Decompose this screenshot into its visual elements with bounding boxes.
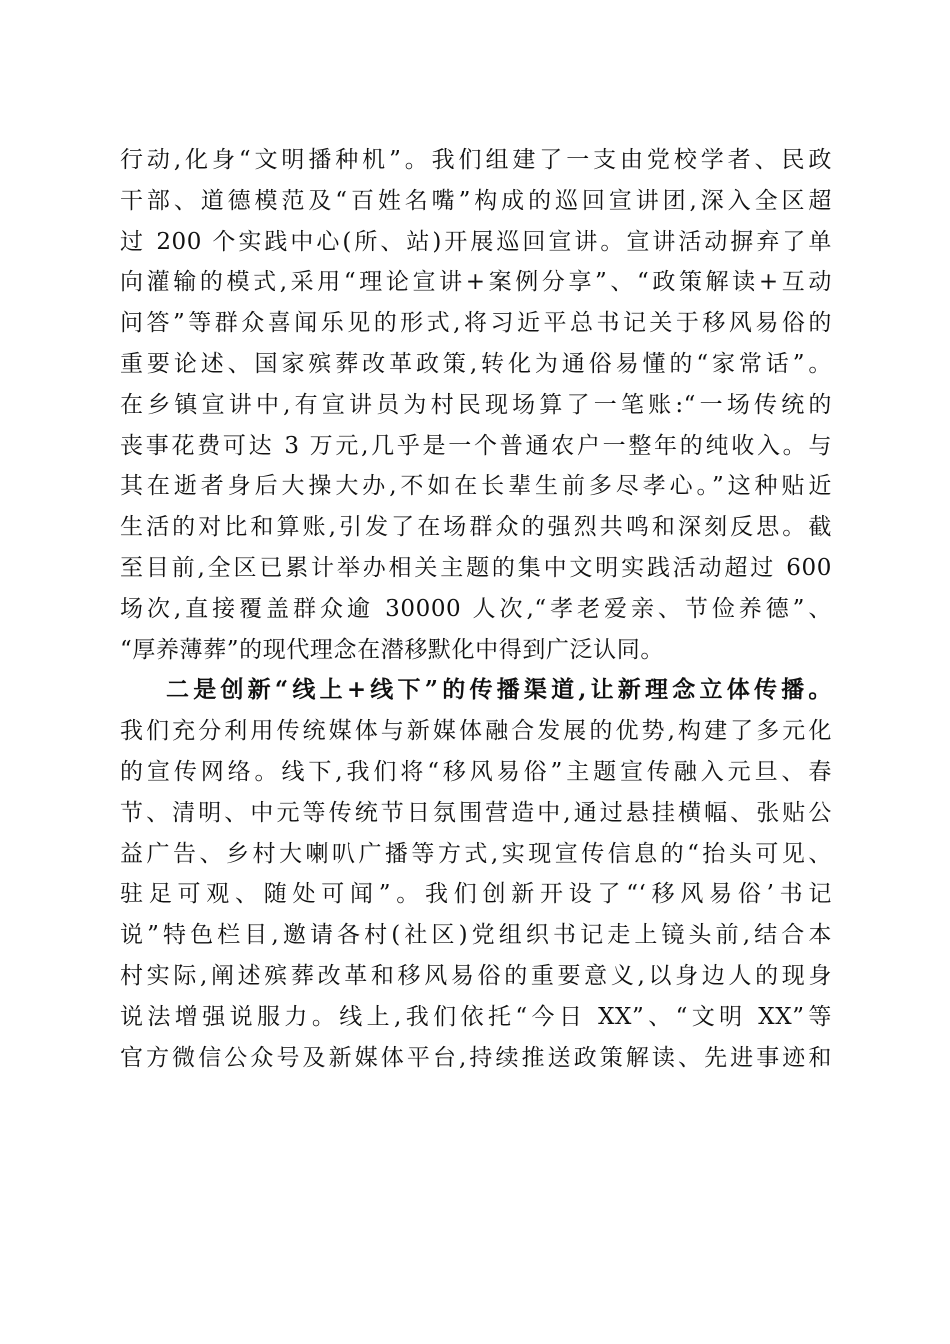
paragraph-2-line: 的宣传网络。线下,我们将“移风易俗”主题宣传融入元旦、春 [120, 758, 832, 785]
paragraph-1-line: 过 200 个实践中心(所、站)开展巡回宣讲。宣讲活动摒弃了单 [120, 228, 832, 255]
paragraph-1-line: 至目前,全区已累计举办相关主题的集中文明实践活动超过 600 [120, 554, 832, 581]
paragraph-1-line: 重要论述、国家殡葬改革政策,转化为通俗易懂的“家常话”。 [120, 350, 832, 377]
paragraph-2-line: 节、清明、中元等传统节日氛围营造中,通过悬挂横幅、张贴公 [120, 799, 832, 826]
paragraph-2 [120, 670, 832, 1078]
paragraph-1-line: 问答”等群众喜闻乐见的形式,将习近平总书记关于移风易俗的 [120, 310, 832, 337]
paragraph-2-line: 我们充分利用传统媒体与新媒体融合发展的优势,构建了多元化 [120, 718, 832, 745]
paragraph-1-line: 场次,直接覆盖群众逾 30000 人次,“孝老爱亲、节俭养德”、 [120, 595, 832, 622]
paragraph-2-line: 说”特色栏目,邀请各村(社区)党组织书记走上镜头前,结合本 [120, 922, 832, 949]
paragraph-2-line: 驻足可观、随处可闻”。我们创新开设了“‘移风易俗’书记 [120, 881, 832, 908]
paragraph-1-line: 向灌输的模式,采用“理论宣讲+案例分享”、“政策解读+互动 [120, 269, 832, 296]
paragraph-1-line: 其在逝者身后大操大办,不如在长辈生前多尽孝心。”这种贴近 [120, 473, 832, 500]
paragraph-1-line: 生活的对比和算账,引发了在场群众的强烈共鸣和深刻反思。截 [120, 514, 832, 541]
paragraph-2-heading: 二是创新“线上+线下”的传播渠道,让新理念立体传播。 [166, 676, 832, 704]
paragraph-1-line: 丧事花费可达 3 万元,几乎是一个普通农户一整年的纯收入。与 [120, 432, 832, 459]
paragraph-2-line: 益广告、乡村大喇叭广播等方式,实现宣传信息的“抬头可见、 [120, 840, 832, 867]
paragraph-1-line: “厚养薄葬”的现代理念在潜移默化中得到广泛认同。 [120, 636, 664, 663]
paragraph-1-line: 行动,化身“文明播种机”。我们组建了一支由党校学者、民政 [120, 147, 832, 173]
paragraph-1 [120, 140, 832, 670]
paragraph-2-line: 说法增强说服力。线上,我们依托“今日 XX”、“文明 XX”等 [120, 1003, 832, 1030]
paragraph-2-line: 官方微信公众号及新媒体平台,持续推送政策解读、先进事迹和 [120, 1044, 832, 1071]
paragraph-1-line: 在乡镇宣讲中,有宣讲员为村民现场算了一笔账:“一场传统的 [120, 391, 832, 418]
document-body [120, 140, 832, 1078]
paragraph-2-line: 村实际,阐述殡葬改革和移风易俗的重要意义,以身边人的现身 [120, 962, 832, 989]
paragraph-1-line: 干部、道德模范及“百姓名嘴”构成的巡回宣讲团,深入全区超 [120, 187, 832, 214]
